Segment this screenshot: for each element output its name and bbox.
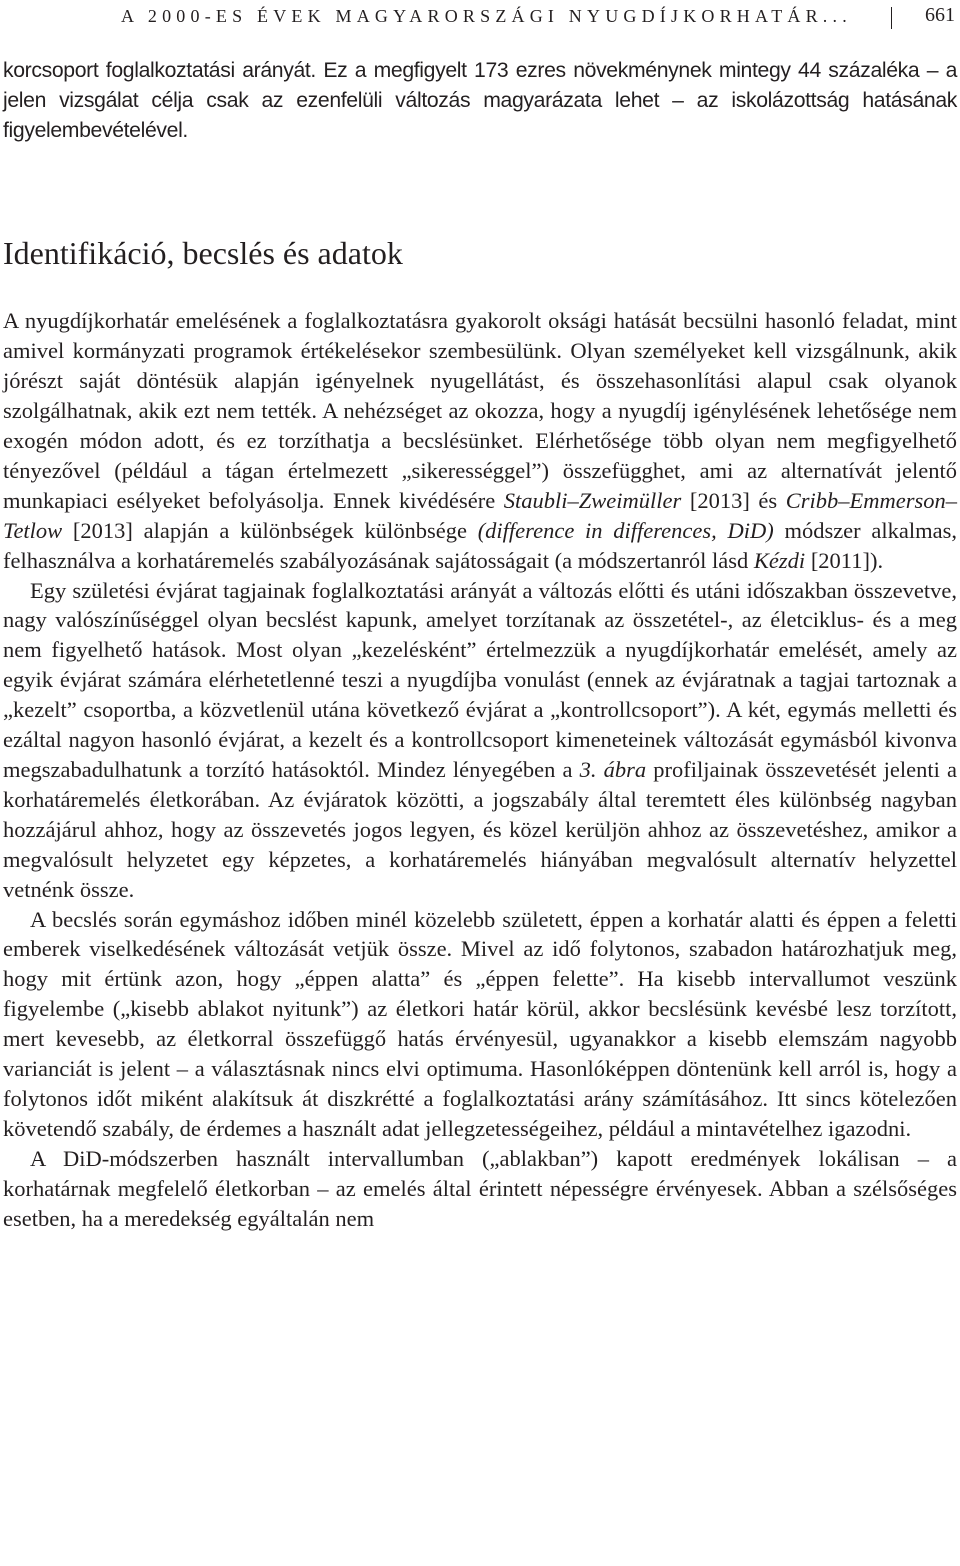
page-number: 661: [925, 4, 955, 26]
p1-text-d: módszer alkalmas, felhasználva a korhatáremelés szabályozásának sajátosságait (a módszertanról lásd: [3, 517, 957, 573]
paragraph-1: [3, 306, 957, 575]
p1-text-c: [2013] alapján a különbségek különbsége: [62, 517, 478, 543]
citation-cribb: Cribb–Emmerson–Tetlow: [3, 487, 957, 543]
figure-reference: 3. ábra: [579, 756, 647, 782]
paragraph-4: A DiD-módszerben használt intervallumban („ablakban”) kapott eredmények lokálisan – a korhatárnak megfelelő életkorban – az emelés által érintett népességre érvényesek. Abban a szélsőséges esetben, ha a meredekség egyáltalán nem: [3, 1145, 957, 1231]
p2-text-a: Egy születési évjárat tagjainak foglalkoztatási arányát a változás előtti és utáni időszakban összevetve, nagy valószínűséggel olyan becslést kapunk, amelyet torzítanak az összetétel-, az életciklus- és a meg nem figyelhető hatások. Most olyan „kezelésként” értelmezzük a nyugdíjkorhatár emelését, amely az egyik évjárat számára elérhetetlenné teszi a nyugdíjba vonulást (ennek az évjáratnak a tagjai tartoznak a „kezelt” csoportba, a közvetlenül utána következő évjárat a „kontrollcsoport”). A két, egymás melletti és ezáltal nagyon hasonló évjárat, a kezelt és a kontrollcsoport kimeneteinek változását egymásból kivonva megszabadulhatunk a torzító hatásoktól. Mindez lényegében a: [3, 577, 957, 782]
intro-paragraph: korcsoport foglalkoztatási arányát. Ez a megfigyelt 173 ezres növekménynek mintegy 44 százaléka – a jelen vizsgálat célja csak az ezenfelüli változás magyarázata lehet – az iskolázottság hatásának figyelembevételével.: [3, 59, 957, 142]
citation-kezdi: Kézdi: [753, 547, 806, 573]
header-divider: [891, 7, 892, 29]
running-title: A 2000-ES ÉVEK MAGYARORSZÁGI NYUGDÍJKORHATÁR...: [121, 6, 852, 26]
p1-text-e: [2011]).: [805, 547, 884, 573]
citation-staubli: Staubli–Zweimüller: [503, 487, 682, 513]
section-heading: Identifikáció, becslés és adatok: [3, 235, 403, 272]
running-header: [121, 6, 957, 30]
did-term: (difference in differences, DiD): [477, 517, 774, 543]
paragraph-2: [3, 576, 957, 905]
paragraph-3: A becslés során egymáshoz időben minél közelebb született, éppen a korhatár alatti és éppen a feletti emberek viselkedésének változását vetjük össze. Mivel az idő folytonos, szabadon határozhatjuk meg, hogy mit értünk azon, hogy „éppen alatta” és „éppen felette”. Ha kisebb intervallumot veszünk figyelembe („kisebb ablakot nyitunk”) az életkori határ körül, akkor becslésünk kevésbé lesz torzított, mert kevesebb, az életkorral összefüggő hatás érvényesül, ugyanakkor a kisebb elemszám nagyobb varianciát is jelent – a választásnak nincs elvi optimuma. Hasonlóképpen döntenünk kell arról is, hogy a folytonos időt miként alakítsuk át diszkrétté a foglalkoztatási arány számításához. Itt sincs kötelezően követendő szabály, de érdemes a használt adat jellegzetességeihez, például a mintavételhez igazodni.: [3, 906, 957, 1141]
p1-text-b: [2013] és: [681, 487, 786, 513]
p1-text-a: A nyugdíjkorhatár emelésének a foglalkoztatásra gyakorolt oksági hatását becsülni hasonló feladat, mint amivel kormányzati programok értékelésekor szembesülünk. Olyan személyeket kell vizsgálnunk, akik jórészt saját döntésük alapján igényelnek nyugellátást, és összehasonlítási alapul csak olyanok szolgálhatnak, akik ezt nem tették. A nehézséget az okozza, hogy a nyugdíj igénylésének lehetősége nem exogén módon adott, és ez torzíthatja a becslésünket. Elérhetősége több olyan nem megfigyelhető tényezővel (például a tágan értelmezett „sikerességgel”) összefügghet, ami az alternatívát jelentő munkapiaci esélyeket befolyásolja. Ennek kivédésére: [3, 308, 957, 513]
body-text: [3, 56, 957, 1233]
p2-text-b: profiljainak összevetését jelenti a korhatáremelés életkorában. Az évjáratok közötti, a jogszabály által teremtett éles különbség nagyban hozzájárul ahhoz, hogy az összevetés jogos legyen, és közel kerüljön ahhoz az összevetéshez, amikor a megvalósult helyzetet egy képzetes, a korhatáremelés hiányában megvalósult alternatív helyzettel vetnénk össze.: [3, 756, 957, 902]
